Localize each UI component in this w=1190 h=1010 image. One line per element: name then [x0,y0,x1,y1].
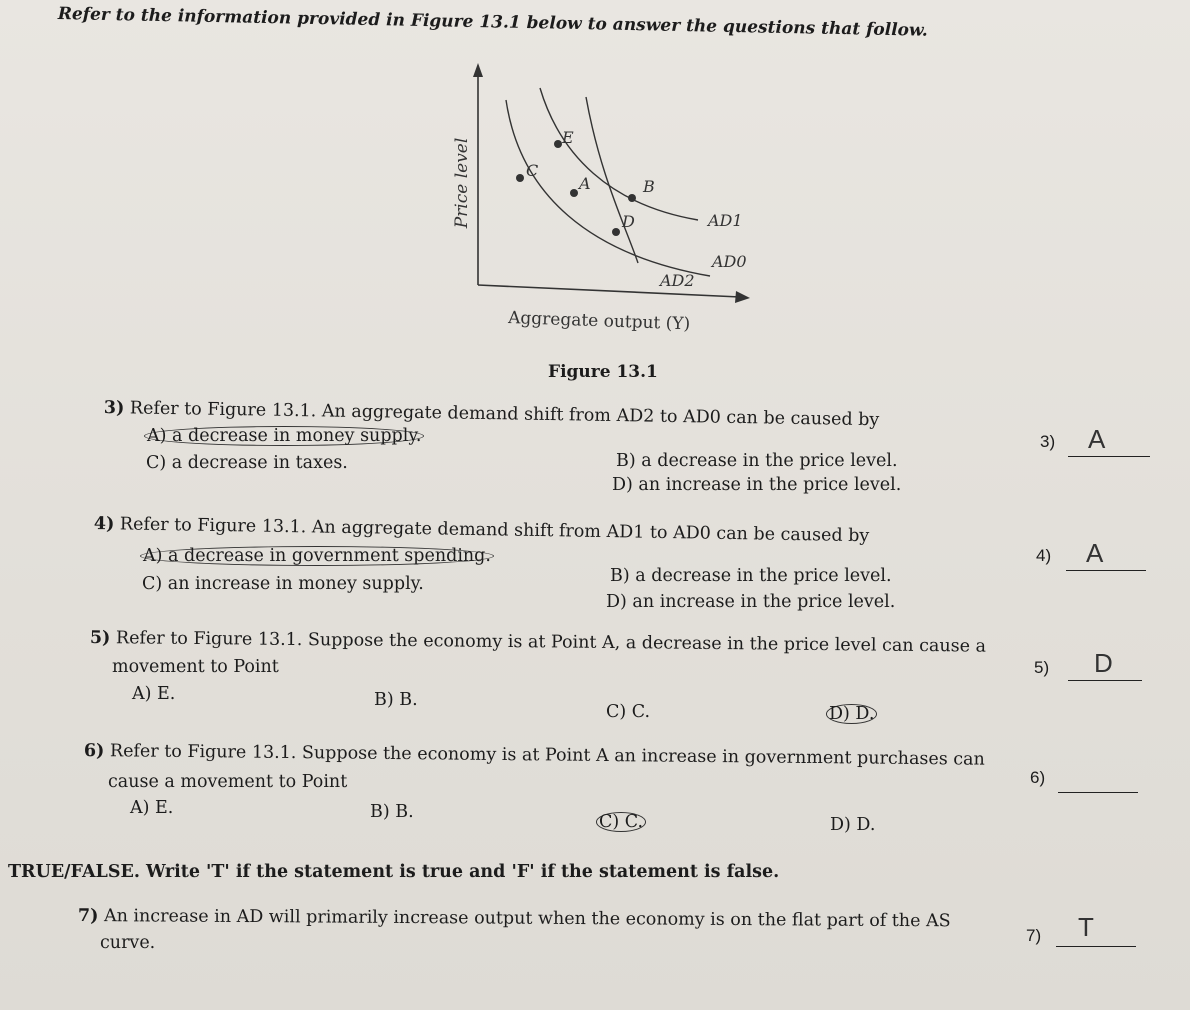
point-d-label: D [622,212,635,231]
curve-ad1 [540,88,698,220]
point-c-label: C [526,161,539,180]
question-6-text-line2: cause a movement to Point [108,772,348,792]
question-3-number: 3) [103,398,125,419]
q4-option-a-text: A) a decrease in government spending. [140,546,494,566]
q3-answer-number: 3) [1040,432,1056,451]
q7-answer-value: T [1078,912,1094,942]
q4-answer-value: A [1086,538,1104,568]
q5-answer-blank[interactable] [1068,648,1142,681]
q5-answer-number: 5) [1034,658,1050,677]
curve-ad1-label: AD1 [708,211,743,230]
curve-ad2-label: AD2 [660,271,695,290]
question-5-text: Refer to Figure 13.1. Suppose the economy is at Point A, a decrease in the price level can cause a [115,628,987,657]
point-b-label: B [643,177,655,196]
q5-option-a[interactable]: A) E. [132,684,176,704]
question-5 [90,628,986,657]
q4-option-a[interactable] [140,546,494,566]
q5-answer-value: D [1094,648,1113,678]
q4-option-b[interactable]: B) a decrease in the price level. [610,566,892,586]
point-e-label: E [562,128,574,147]
question-7-number: 7) [77,906,99,927]
question-4-number: 4) [93,514,115,535]
curve-ad2 [586,97,638,263]
question-5-text-line2: movement to Point [112,657,279,677]
q5-option-d[interactable] [826,704,877,724]
question-3-text: Refer to Figure 13.1. An aggregate demand shift from AD2 to AD0 can be caused by [129,398,880,431]
q6-option-a[interactable]: A) E. [130,798,174,818]
q3-option-b[interactable]: B) a decrease in the price level. [616,451,898,471]
q4-option-c[interactable]: C) an increase in money supply. [142,574,424,594]
y-axis-arrow-icon [473,63,483,77]
intro-text: Refer to the information provided in Figure 13.1 below to answer the questions that follow. [57,4,929,41]
question-7 [78,906,951,931]
q5-option-d-text: D) D. [826,704,877,724]
q3-answer-blank[interactable] [1068,424,1150,457]
q3-option-d[interactable]: D) an increase in the price level. [612,475,902,495]
question-6-text: Refer to Figure 13.1. Suppose the economy is at Point A an increase in government purchases can [109,741,985,770]
question-6 [84,741,985,770]
x-axis-label: Aggregate output (Y) [507,308,691,335]
q6-answer-number: 6) [1030,768,1046,787]
q3-option-a-text: A) a decrease in money supply. [144,426,424,446]
point-c-dot [516,174,524,182]
q6-option-c-text: C) C. [596,812,646,832]
q4-answer-number: 4) [1036,546,1052,565]
q4-option-d[interactable]: D) an increase in the price level. [606,592,896,612]
q6-option-d[interactable]: D) D. [830,815,876,835]
x-axis-arrow-icon [735,291,750,303]
question-7-text: An increase in AD will primarily increase output when the economy is on the flat part of the AS [103,906,951,932]
q7-answer-number: 7) [1026,926,1042,945]
q3-option-a[interactable] [144,426,424,446]
q4-answer-blank[interactable] [1066,538,1146,571]
q6-answer-blank[interactable] [1058,766,1138,793]
q5-option-c[interactable]: C) C. [606,702,651,722]
question-5-number: 5) [89,628,111,649]
question-4 [94,514,870,546]
question-4-text: Refer to Figure 13.1. An aggregate demand shift from AD1 to AD0 can be caused by [119,514,870,547]
point-e-dot [554,140,562,148]
y-axis-label: Price level [452,137,472,229]
question-7-text-line2: curve. [100,933,156,953]
question-6-number: 6) [83,741,105,762]
q3-answer-value: A [1088,424,1106,454]
x-axis [478,285,740,297]
q5-option-b[interactable]: B) B. [374,690,418,710]
point-b-dot [628,194,636,202]
q3-option-c[interactable]: C) a decrease in taxes. [146,453,348,473]
point-a-label: A [579,174,591,193]
point-a-dot [570,189,578,197]
true-false-header: TRUE/FALSE. Write 'T' if the statement is true and 'F' if the statement is false. [8,862,780,882]
q6-option-c[interactable] [596,812,646,832]
curve-ad0-label: AD0 [712,252,747,271]
point-d-dot [612,228,620,236]
curve-ad0 [506,100,710,276]
q6-option-b[interactable]: B) B. [370,802,414,822]
figure-13-1-graph [440,55,770,345]
figure-caption: Figure 13.1 [548,362,658,382]
q7-answer-blank[interactable] [1056,912,1136,947]
